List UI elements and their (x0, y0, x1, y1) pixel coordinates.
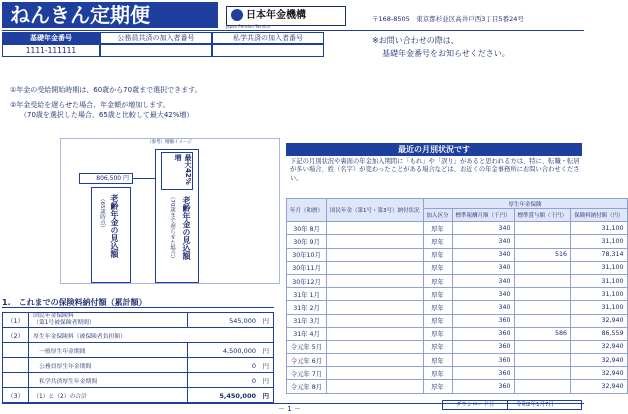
cell-kanyu: 厚年 (423, 327, 452, 340)
bar-65-sublabel: （65歳時点） (99, 196, 105, 231)
row-value: 4,500,000 円 (188, 343, 274, 358)
private-number-value (212, 44, 324, 57)
table-row (287, 274, 628, 287)
cell-kokumin (327, 327, 424, 340)
cell-hokenryo: 32,940 (571, 340, 628, 353)
cell-hyojun-shoyo: 586 (514, 327, 571, 340)
cell-hyojun-hoshu: 340 (452, 235, 514, 248)
cell-kanyu: 厚年 (423, 248, 452, 261)
cell-year-month: 31年 1月 (287, 288, 327, 301)
cell-hokenryo: 32,940 (571, 354, 628, 367)
cell-kokumin (327, 354, 424, 367)
table-row (3, 358, 274, 373)
row-label: （1）と（2）の合計 (29, 388, 188, 403)
row-label: 厚生年金保険料（被保険者負担額） (29, 328, 274, 343)
cell-kanyu: 厚年 (423, 222, 452, 235)
cell-year-month: 31年 3月 (287, 314, 327, 327)
cell-hyojun-hoshu: 360 (452, 354, 514, 367)
cell-hyojun-hoshu: 360 (452, 380, 514, 393)
cell-hyojun-shoyo (514, 301, 571, 314)
cell-hyojun-shoyo (514, 235, 571, 248)
cell-kokumin (327, 248, 424, 261)
table-row (287, 235, 628, 248)
section1-title: 1. これまでの保険料納付額（累計額） (2, 298, 147, 307)
cell-kokumin (327, 340, 424, 353)
cell-hokenryo: 31,100 (571, 235, 628, 248)
table-row (287, 301, 628, 314)
cell-hyojun-shoyo (514, 340, 571, 353)
cell-year-month: 令元年 8月 (287, 380, 327, 393)
cell-hyojun-shoyo (514, 367, 571, 380)
col-kanyu: 加入区分 (423, 209, 452, 222)
cell-kanyu: 厚年 (423, 314, 452, 327)
cell-hokenryo: 31,100 (571, 301, 628, 314)
table-row (287, 261, 628, 274)
bar-age-65 (91, 187, 131, 283)
cell-kanyu: 厚年 (423, 288, 452, 301)
bar-age-70 (155, 149, 199, 283)
cell-hyojun-hoshu: 340 (452, 222, 514, 235)
amount-leader-line (133, 178, 155, 179)
section1-underline (2, 307, 274, 308)
cell-hokenryo: 32,940 (571, 314, 628, 327)
payment-total-table (2, 312, 274, 403)
organization-badge (226, 6, 346, 26)
row-prefix: （1） (3, 313, 29, 328)
cell-year-month: 31年 4月 (287, 327, 327, 340)
cell-year-month: 30年11月 (287, 261, 327, 274)
bullet-3: （70歳を選択した場合、65歳と比較して最大42%増） (20, 111, 194, 119)
cell-kanyu: 厚年 (423, 235, 452, 248)
notice-line-2: 基礎年金番号をお知らせください。 (382, 49, 510, 58)
cell-kokumin (327, 261, 424, 274)
cell-kanyu: 厚年 (423, 367, 452, 380)
cell-hyojun-hoshu: 340 (452, 288, 514, 301)
table-row (287, 314, 628, 327)
bar-65-label: 老齢年金の見込額 (110, 194, 119, 258)
page-title: ねんきん定期便 (2, 2, 218, 28)
cell-hyojun-shoyo (514, 380, 571, 393)
cell-hyojun-hoshu: 340 (452, 274, 514, 287)
cell-year-month: 30年12月 (287, 274, 327, 287)
org-logo-icon (231, 9, 243, 21)
cell-year-month: 31年 2月 (287, 301, 327, 314)
cell-hokenryo: 31,100 (571, 288, 628, 301)
cell-kanyu: 厚年 (423, 301, 452, 314)
cell-year-month: 30年 8月 (287, 222, 327, 235)
cell-hokenryo: 32,940 (571, 380, 628, 393)
notice-line-1: ※お問い合わせの際は、 (372, 36, 459, 45)
max-increase-box (161, 152, 193, 190)
cell-kokumin (327, 367, 424, 380)
col-hyojun-hoshu: 標準報酬月額（千円） (452, 209, 514, 222)
row-label: 国民年金保険料 （第1号被保険者期間） (29, 313, 188, 328)
row-value: 5,450,000 円 (188, 388, 274, 403)
row-prefix (3, 373, 29, 388)
cell-hyojun-hoshu: 360 (452, 327, 514, 340)
table-row (3, 373, 274, 388)
download-date-box (442, 400, 582, 410)
cell-year-month: 令元年 7月 (287, 367, 327, 380)
table-row (287, 367, 628, 380)
cell-year-month: 30年 9月 (287, 235, 327, 248)
max-increase-label: 最大42%増 (174, 154, 192, 185)
cell-kokumin (327, 222, 424, 235)
cell-hyojun-hoshu: 340 (452, 248, 514, 261)
cell-hyojun-hoshu: 360 (452, 314, 514, 327)
cell-hyojun-hoshu: 340 (452, 301, 514, 314)
table-row (287, 288, 628, 301)
cell-hokenryo: 86,559 (571, 327, 628, 340)
table-row (287, 380, 628, 393)
bullet-1: ①年金の受給開始時期は、60歳から70歳まで選択できます。 (10, 86, 202, 94)
table-row (3, 313, 274, 328)
row-label: 私学共済厚生年金期間 (29, 373, 188, 388)
page-number: － 1 － (278, 405, 301, 413)
cell-kokumin (327, 301, 424, 314)
cell-hokenryo: 31,100 (571, 222, 628, 235)
cell-hyojun-shoyo (514, 222, 571, 235)
public-number-value (100, 44, 212, 57)
col-hokenryo: 保険料納付額（円） (571, 209, 628, 222)
cell-hyojun-shoyo (514, 354, 571, 367)
download-date-value: 令和2年1月7日 (516, 402, 554, 408)
bar-70-label: 老齢年金の見込額 (182, 196, 191, 260)
table-row (287, 327, 628, 340)
bullet-2: ②年金受給を遅らせた場合、年金額が増加します。 (10, 101, 170, 109)
org-address: 〒168-8505 東京都杉並区高井戸西3丁目5番24号 (372, 15, 524, 23)
table-row (3, 343, 274, 358)
cell-kokumin (327, 314, 424, 327)
row-value: 0 円 (188, 373, 274, 388)
table-header-row (287, 199, 628, 209)
table-row (3, 328, 274, 343)
cell-kokumin (327, 274, 424, 287)
row-prefix (3, 343, 29, 358)
row-value: 545,000 円 (188, 313, 274, 328)
cell-hyojun-shoyo (514, 274, 571, 287)
cell-hyojun-shoyo (514, 288, 571, 301)
row-prefix: （3） (3, 388, 29, 403)
col-kousei: 厚生年金保険 (423, 199, 627, 209)
public-number-label: 公務員共済の加入者番号 (100, 32, 212, 44)
monthly-status-table (286, 198, 628, 394)
cell-year-month: 令元年 6月 (287, 354, 327, 367)
figure-ref-label: （参考）増額イメージ (147, 140, 192, 145)
row-value: 0 円 (188, 358, 274, 373)
row-label: 公務員厚生年金期間 (29, 358, 188, 373)
cell-hokenryo: 31,100 (571, 261, 628, 274)
cell-kanyu: 厚年 (423, 274, 452, 287)
basic-number-value: 1111-111111 (2, 44, 100, 57)
recent-status-title: 最近の月別状況です (286, 143, 582, 156)
col-kokumin: 国民年金（第1号・第3号）納付状況 (327, 199, 424, 222)
cell-kokumin (327, 288, 424, 301)
private-number-label: 私学共済の加入者番号 (212, 32, 324, 44)
cell-hokenryo: 32,940 (571, 367, 628, 380)
cell-hyojun-shoyo: 516 (514, 248, 571, 261)
cell-year-month: 30年10月 (287, 248, 327, 261)
bar-70-sublabel: （70歳まで遅らせた場合） (169, 194, 175, 262)
cell-kanyu: 厚年 (423, 261, 452, 274)
figure-amount: 806,500 円 (79, 173, 133, 184)
row-prefix: （2） (3, 328, 29, 343)
org-subtitle: Japan Pension Service (226, 24, 270, 29)
header-divider (2, 30, 584, 31)
basic-number-label: 基礎年金番号 (2, 32, 100, 44)
monthly-status-body (287, 222, 628, 393)
cell-kokumin (327, 235, 424, 248)
col-year-month: 年月（和暦） (287, 199, 327, 222)
cell-hyojun-shoyo (514, 314, 571, 327)
cell-kanyu: 厚年 (423, 380, 452, 393)
cell-hyojun-hoshu: 360 (452, 340, 514, 353)
cell-kanyu: 厚年 (423, 340, 452, 353)
cell-hokenryo: 78,314 (571, 248, 628, 261)
cell-hokenryo: 31,100 (571, 274, 628, 287)
cell-kanyu: 厚年 (423, 354, 452, 367)
table-row (287, 248, 628, 261)
cell-hyojun-shoyo (514, 261, 571, 274)
cell-kokumin (327, 380, 424, 393)
table-row (287, 340, 628, 353)
row-prefix (3, 358, 29, 373)
table-row (3, 388, 274, 403)
col-hyojun-shoyo: 標準賞与額（千円） (514, 209, 571, 222)
table-row (287, 222, 628, 235)
org-name: 日本年金機構 (246, 10, 306, 21)
increase-figure (60, 138, 280, 284)
download-date-label: ダウンロード日 (443, 401, 508, 410)
cell-hyojun-hoshu: 340 (452, 261, 514, 274)
cell-hyojun-hoshu: 360 (452, 367, 514, 380)
cell-year-month: 令元年 5月 (287, 340, 327, 353)
row-label: 一般厚生年金期間 (29, 343, 188, 358)
inquiry-notice (372, 34, 510, 60)
table-row (287, 354, 628, 367)
recent-status-description: 下記の月別状況や裏面の年金加入期間に「もれ」や「誤り」があると思われる方は、特に、転職・転居が多い場合、姓（名字）が変わったことがある場合などは、お近くの年金事務所にお問い合わせください。 (290, 158, 580, 182)
